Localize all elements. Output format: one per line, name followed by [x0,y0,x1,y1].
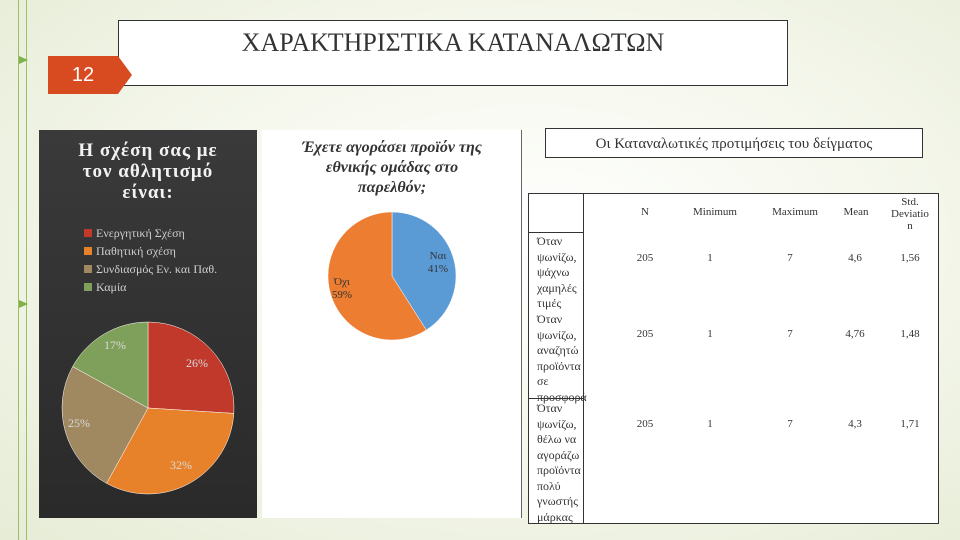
table-cell: 1,56 [900,252,920,264]
table-cell: 7 [787,418,793,430]
row-label: Όταν ψωνίζω, αναζητώ προϊόντα σε προσφορά [537,312,587,404]
col-header-max: Maximum [772,206,818,218]
preferences-table [528,193,939,524]
col-header-n: N [641,206,649,218]
row-label: Όταν ψωνίζω, θέλω να αγοράζω προϊόντα πολύ γνωστής μάρκας [537,401,581,524]
col-header-mean: Mean [843,206,869,218]
preferences-title: Οι Καταναλωτικές προτιμήσεις του δείγματος [545,128,923,158]
table-cell: 1,71 [900,418,920,430]
yes-label [422,250,454,276]
no-text: Όχι [334,276,350,288]
title-line: τον αθλητισμό [82,161,214,182]
no-label [326,276,358,302]
title-line: Η σχέση σας με [78,140,218,161]
table-cell: 1 [707,328,713,340]
table-cell: 1 [707,252,713,264]
slide-number: 12 [48,56,118,94]
row-label: Όταν ψωνίζω, ψάχνω χαμηλές τιμές [537,234,577,310]
no-pct: 59% [331,289,353,301]
col-header-std: Std. Deviatio n [891,196,929,232]
title-line: Έχετε αγοράσει προϊόν της [302,139,482,156]
pie-label: 32% [170,458,192,472]
table-cell: 1 [707,418,713,430]
title-line: παρελθόν; [357,179,427,196]
table-cell: 205 [636,328,654,340]
table-cell: 205 [636,252,654,264]
pie-label: 17% [104,338,126,352]
table-cell: 1,48 [900,328,920,340]
pie-label: 26% [186,356,208,370]
pie-label: 25% [68,416,90,430]
table-cell: 4,3 [848,418,862,430]
legend-label: Καμία [96,279,127,294]
legend-label: Ενεργητική Σχέση [96,225,185,240]
row-divider [528,232,584,233]
table-cell: 4,6 [848,252,862,264]
legend-label: Παθητική σχέση [96,243,176,258]
title-line: είναι: [122,182,174,203]
yes-pct: 41% [427,263,449,275]
legend-label: Συνδιασμός Εν. και Παθ. [96,261,218,276]
title-text: ΧΑΡΑΚΤΗΡΙΣΤΙΚΑ ΚΑΤΑΝΑΛΩΤΩΝ [241,28,665,57]
table-cell: 7 [787,328,793,340]
table-cell: 7 [787,252,793,264]
table-cell: 205 [636,418,654,430]
table-cell: 4,76 [845,328,865,340]
col-header-min: Minimum [692,206,737,218]
yes-text: Ναι [429,250,447,262]
title-line: εθνικής ομάδας στο [325,159,459,176]
